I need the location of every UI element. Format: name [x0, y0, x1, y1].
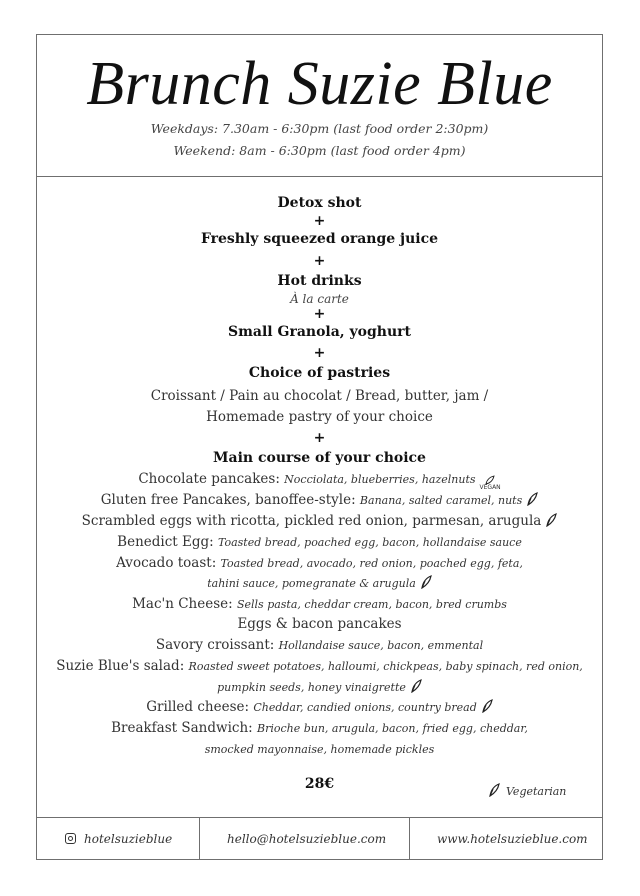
menu-item: [37, 596, 602, 612]
item-name: Chocolate pancakes:: [138, 471, 285, 487]
vegetarian-leaf-icon: [481, 699, 493, 713]
plus-sign: +: [313, 253, 326, 269]
pastries-title: Choice of pastries: [248, 365, 391, 381]
pastries-line-1: Croissant / Pain au chocolat / Bread, butter, jam /: [150, 388, 489, 404]
instagram-text: hotelsuzieblue: [84, 832, 173, 846]
menu-item: [37, 492, 602, 508]
item-name: Scrambled eggs with ricotta, pickled red onion, parmesan, arugula: [81, 513, 542, 529]
plus-sign: +: [313, 306, 326, 322]
hot-drinks: Hot drinks: [277, 273, 362, 289]
orange-juice: Freshly squeezed orange juice: [200, 231, 439, 247]
item-name: Gluten free Pancakes, banoffee-style:: [100, 492, 360, 508]
item-desc: Hollandaise sauce, bacon, emmental: [278, 639, 484, 652]
menu-item: [37, 658, 602, 674]
item-desc: Banana, salted caramel, nuts: [359, 494, 523, 507]
price: 28€: [304, 776, 335, 792]
email-link[interactable]: hello@hotelsuzieblue.com: [227, 832, 387, 846]
vegetarian-leaf-icon: [488, 783, 500, 797]
vegetarian-leaf-icon: [545, 513, 557, 527]
plus-sign: +: [313, 430, 326, 446]
hours-weekdays: Weekdays: 7.30am - 6:30pm (last food order 2:30pm): [150, 121, 489, 136]
item-desc: Nocciolata, blueberries, hazelnuts: [284, 473, 476, 486]
menu-item: [37, 637, 602, 653]
menu-item: [37, 555, 602, 571]
item-name: Grilled cheese:: [146, 699, 254, 715]
vegetarian-leaf-icon: [526, 492, 538, 506]
footer-separator: [199, 817, 200, 860]
item-desc: pumpkin seeds, honey vinaigrette: [217, 681, 406, 694]
menu-item-continued: [37, 575, 602, 591]
instagram-handle[interactable]: [65, 832, 172, 846]
item-desc: Toasted bread, avocado, red onion, poached egg, feta,: [220, 557, 523, 570]
menu-item: [37, 720, 602, 736]
menu-item: [37, 616, 602, 632]
item-name: Avocado toast:: [116, 555, 221, 571]
detox-shot: Detox shot: [277, 195, 362, 211]
menu-item: [37, 534, 602, 550]
item-name: Eggs & bacon pancakes: [237, 616, 402, 632]
hours-weekend: Weekend: 8am - 6:30pm (last food order 4pm): [173, 143, 466, 158]
item-desc: Toasted bread, poached egg, bacon, hollandaise sauce: [217, 536, 522, 549]
instagram-icon: [65, 833, 76, 844]
granola: Small Granola, yoghurt: [227, 324, 412, 340]
plus-sign: +: [313, 345, 326, 361]
plus-sign: +: [313, 213, 326, 229]
vegetarian-leaf-icon: [420, 575, 432, 589]
pastries-line-2: Homemade pastry of your choice: [206, 409, 433, 425]
item-name: Suzie Blue's salad:: [56, 658, 189, 674]
item-desc: Roasted sweet potatoes, halloumi, chickpeas, baby spinach, red onion,: [188, 660, 583, 673]
legend-label: Vegetarian: [506, 785, 567, 798]
item-desc: Cheddar, candied onions, country bread: [253, 701, 477, 714]
footer-separator: [409, 817, 410, 860]
item-desc: tahini sauce, pomegranate & arugula: [207, 577, 416, 590]
menu-item-continued: [37, 679, 602, 695]
item-desc: Brioche bun, arugula, bacon, fried egg, cheddar,: [256, 722, 528, 735]
item-name: Mac'n Cheese:: [132, 596, 237, 612]
footer-divider: [37, 817, 602, 818]
menu-item: [37, 699, 602, 715]
item-desc: Sells pasta, cheddar cream, bacon, bred crumbs: [236, 598, 507, 611]
main-course-title: Main course of your choice: [213, 450, 426, 466]
header-divider: [37, 176, 602, 177]
item-desc: smocked mayonnaise, homemade pickles: [204, 743, 435, 756]
item-name: Benedict Egg:: [117, 534, 218, 550]
item-name: Breakfast Sandwich:: [111, 720, 257, 736]
hot-drinks-note: À la carte: [290, 292, 349, 306]
vegan-badge: VEGAN: [479, 484, 501, 491]
menu-title: Brunch Suzie Blue: [86, 50, 553, 118]
menu-card: [36, 34, 603, 860]
menu-item: [37, 513, 602, 529]
website-link[interactable]: www.hotelsuzieblue.com: [437, 832, 588, 846]
item-name: Savory croissant:: [155, 637, 279, 653]
vegetarian-leaf-icon: [410, 679, 422, 693]
vegan-leaf-icon: [480, 475, 501, 491]
menu-item-continued: [37, 741, 602, 757]
vegetarian-legend: [488, 783, 566, 798]
menu-item: [37, 471, 602, 491]
